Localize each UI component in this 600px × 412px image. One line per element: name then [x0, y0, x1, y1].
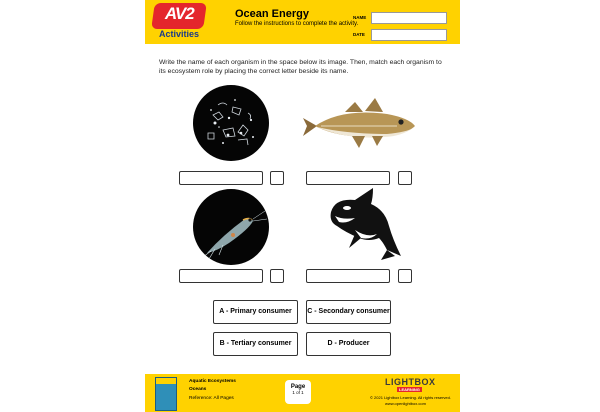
- letter-box-1[interactable]: [270, 171, 284, 185]
- letter-box-4[interactable]: [398, 269, 412, 283]
- worksheet-page: [145, 0, 460, 412]
- book-cover-icon: [155, 377, 177, 411]
- footer-bar: [145, 374, 460, 412]
- answer-box-3[interactable]: [179, 269, 263, 283]
- lightbox-sublogo: LEARNING: [399, 387, 420, 392]
- website-link[interactable]: www.openlightbox.com: [385, 401, 426, 406]
- av2-logo: [151, 3, 207, 29]
- answer-box-4[interactable]: [306, 269, 390, 283]
- footer-topic: Oceans: [189, 387, 207, 392]
- letter-box-2[interactable]: [398, 171, 412, 185]
- answer-box-2[interactable]: [306, 171, 390, 185]
- worksheet-title: Ocean Energy: [235, 8, 309, 20]
- date-field[interactable]: [371, 29, 447, 41]
- fish-icon: [297, 96, 417, 152]
- worksheet-subtitle: Follow the instructions to complete the activity.: [235, 21, 359, 27]
- instructions-text: Write the name of each organism in the space below its image. Then, match each organism to its ecosystem role by placing the correct letter beside its name.: [159, 59, 442, 75]
- lightbox-logo: LIGHTBOX: [385, 377, 436, 387]
- role-option-a: A - Primary consumer: [213, 300, 298, 324]
- role-option-b: B - Tertiary consumer: [213, 332, 298, 356]
- date-label: DATE: [353, 32, 365, 37]
- logo-subtext: Activities: [158, 29, 200, 39]
- letter-box-3[interactable]: [270, 269, 284, 283]
- role-option-d: D - Producer: [306, 332, 391, 356]
- footer-series: Aquatic Ecosystems: [189, 379, 236, 384]
- plankton-icon: [193, 85, 269, 161]
- answer-box-1[interactable]: [179, 171, 263, 185]
- name-label: NAME: [353, 15, 367, 20]
- name-field[interactable]: [371, 12, 447, 24]
- page-indicator: [285, 380, 311, 404]
- copyright-text: © 2021 Lightbox Learning. All rights reserved.: [370, 395, 451, 400]
- orca-icon: [325, 186, 405, 264]
- page-label: Page: [290, 384, 306, 390]
- role-option-c: C - Secondary consumer: [306, 300, 391, 324]
- page-number: 1 of 1: [292, 390, 304, 395]
- header-bar: [145, 0, 460, 44]
- logo-text: AV2: [164, 4, 194, 23]
- krill-icon: [193, 189, 269, 265]
- footer-reference: Reference: All Pages: [189, 396, 234, 401]
